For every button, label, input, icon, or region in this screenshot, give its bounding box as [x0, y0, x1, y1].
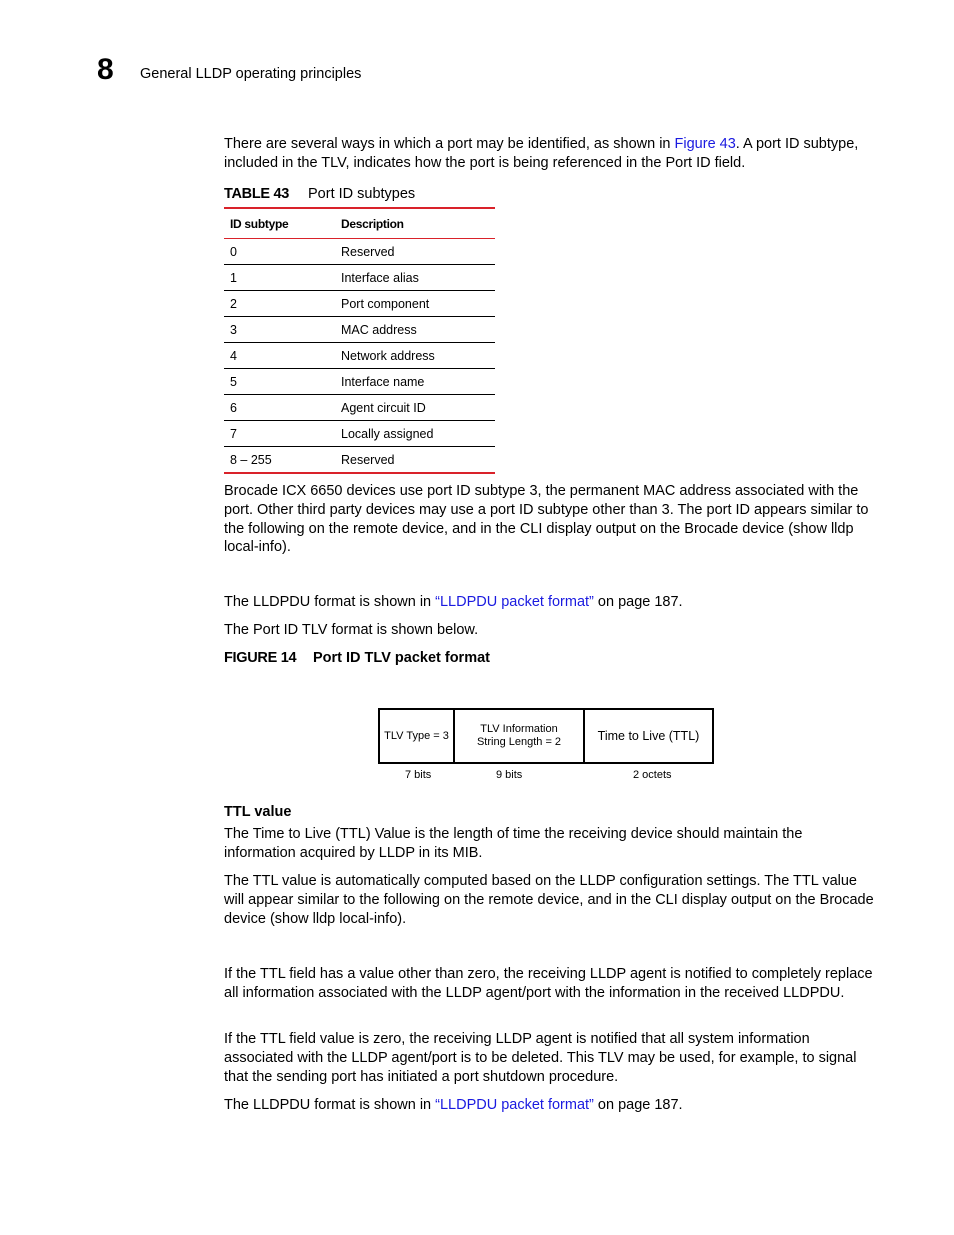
cell-subtype: 0: [224, 239, 335, 265]
table-title: Port ID subtypes: [308, 186, 416, 202]
cell-subtype: 1: [224, 265, 335, 291]
cell-subtype: 7: [224, 421, 335, 447]
tlv-packet-diagram: [378, 708, 714, 764]
table-row: [224, 317, 495, 343]
cell-description: Locally assigned: [335, 421, 495, 447]
ttl-paragraph-3: If the TTL field has a value other than zero, the receiving LLDP agent is notified to completely replace all information associated with the LLDP agent/port with the information in the received LLDPDU.: [224, 966, 873, 1001]
table-row: [224, 447, 495, 474]
table-row: [224, 421, 495, 447]
figure-43-link[interactable]: Figure 43: [674, 136, 736, 152]
ttl-heading: TTL value: [224, 804, 292, 820]
cell-subtype: 4: [224, 343, 335, 369]
cell-subtype: 8 – 255: [224, 447, 335, 474]
cell-subtype: 3: [224, 317, 335, 343]
port-id-subtypes-table: [224, 207, 495, 474]
cell-subtype: 5: [224, 369, 335, 395]
cell-description: Network address: [335, 343, 495, 369]
lldpdu-reference-2: [224, 1096, 874, 1115]
figure-label: FIGURE 14: [224, 650, 297, 666]
cell-description: Reserved: [335, 239, 495, 265]
tlv-info-length-field: [455, 710, 585, 762]
table-row: [224, 239, 495, 265]
table-row: [224, 291, 495, 317]
tlv-type-field: TLV Type = 3: [380, 710, 455, 762]
lldpdu-packet-format-link[interactable]: “LLDPDU packet format”: [435, 594, 594, 610]
lldpdu-ref-2-before: The LLDPDU format is shown in: [224, 1097, 436, 1113]
lldpdu-ref-1-after: on page 187.: [593, 594, 683, 610]
cell-description: Port component: [335, 291, 495, 317]
ttl-paragraph-4: If the TTL field value is zero, the receiving LLDP agent is notified that all system information associated with the LLDP agent/port is to be deleted. This TLV may be used, for example, to signal that the sending port has initiated a port shutdown procedure.: [224, 1031, 857, 1085]
cell-subtype: 6: [224, 395, 335, 421]
cell-description: Reserved: [335, 447, 495, 474]
cell-description: MAC address: [335, 317, 495, 343]
footer-7-bits: 7 bits: [405, 769, 432, 781]
lldpdu-packet-format-link[interactable]: “LLDPDU packet format”: [435, 1097, 594, 1113]
cell-description: Interface alias: [335, 265, 495, 291]
figure-title: Port ID TLV packet format: [313, 650, 490, 666]
cell-description: Agent circuit ID: [335, 395, 495, 421]
table-header-row: [224, 208, 495, 239]
ttl-paragraph-2: The TTL value is automatically computed based on the LLDP configuration settings. The TTL value will appear similar to the following on the remote device, and in the CLI display output on the Brocade device (show lldp local-info).: [224, 873, 874, 927]
intro-text-after: . A port ID subtype, included in the TLV, indicates how the port is being referenced in the Port ID field.: [224, 136, 859, 171]
table-label: TABLE 43: [224, 186, 290, 202]
intro-paragraph: [224, 135, 874, 173]
table-row: [224, 369, 495, 395]
ttl-paragraph-1: The Time to Live (TTL) Value is the length of time the receiving device should maintain the information acquired by LLDP in its MIB.: [224, 826, 803, 861]
lldpdu-reference-1: [224, 593, 874, 612]
ttl-field: Time to Live (TTL): [597, 729, 700, 743]
table-row: [224, 395, 495, 421]
brocade-paragraph: Brocade ICX 6650 devices use port ID subtype 3, the permanent MAC address associated with the port. Other third party devices may use a port ID subtype other than 3. The port ID appears similar to the following on the remote device, and in the CLI display output on the Brocade device (show lldp local-info).: [224, 483, 869, 556]
chapter-number: 8: [97, 53, 114, 86]
footer-9-bits: 9 bits: [496, 769, 523, 781]
table-row: [224, 343, 495, 369]
port-tlv-paragraph: The Port ID TLV format is shown below.: [224, 622, 479, 638]
tlv-info-line-2: String Length = 2: [476, 736, 562, 748]
cell-subtype: 2: [224, 291, 335, 317]
table-row: [224, 265, 495, 291]
lldpdu-ref-2-after: on page 187.: [593, 1097, 683, 1113]
footer-2-octets: 2 octets: [633, 769, 672, 781]
column-header-description: Description: [335, 208, 495, 239]
cell-description: Interface name: [335, 369, 495, 395]
chapter-title: General LLDP operating principles: [140, 66, 362, 82]
column-header-id-subtype: ID subtype: [224, 208, 335, 239]
tlv-info-line-1: TLV Information: [480, 723, 558, 735]
intro-text-before: There are several ways in which a port may be identified, as shown in: [224, 136, 675, 152]
lldpdu-ref-1-before: The LLDPDU format is shown in: [224, 594, 436, 610]
